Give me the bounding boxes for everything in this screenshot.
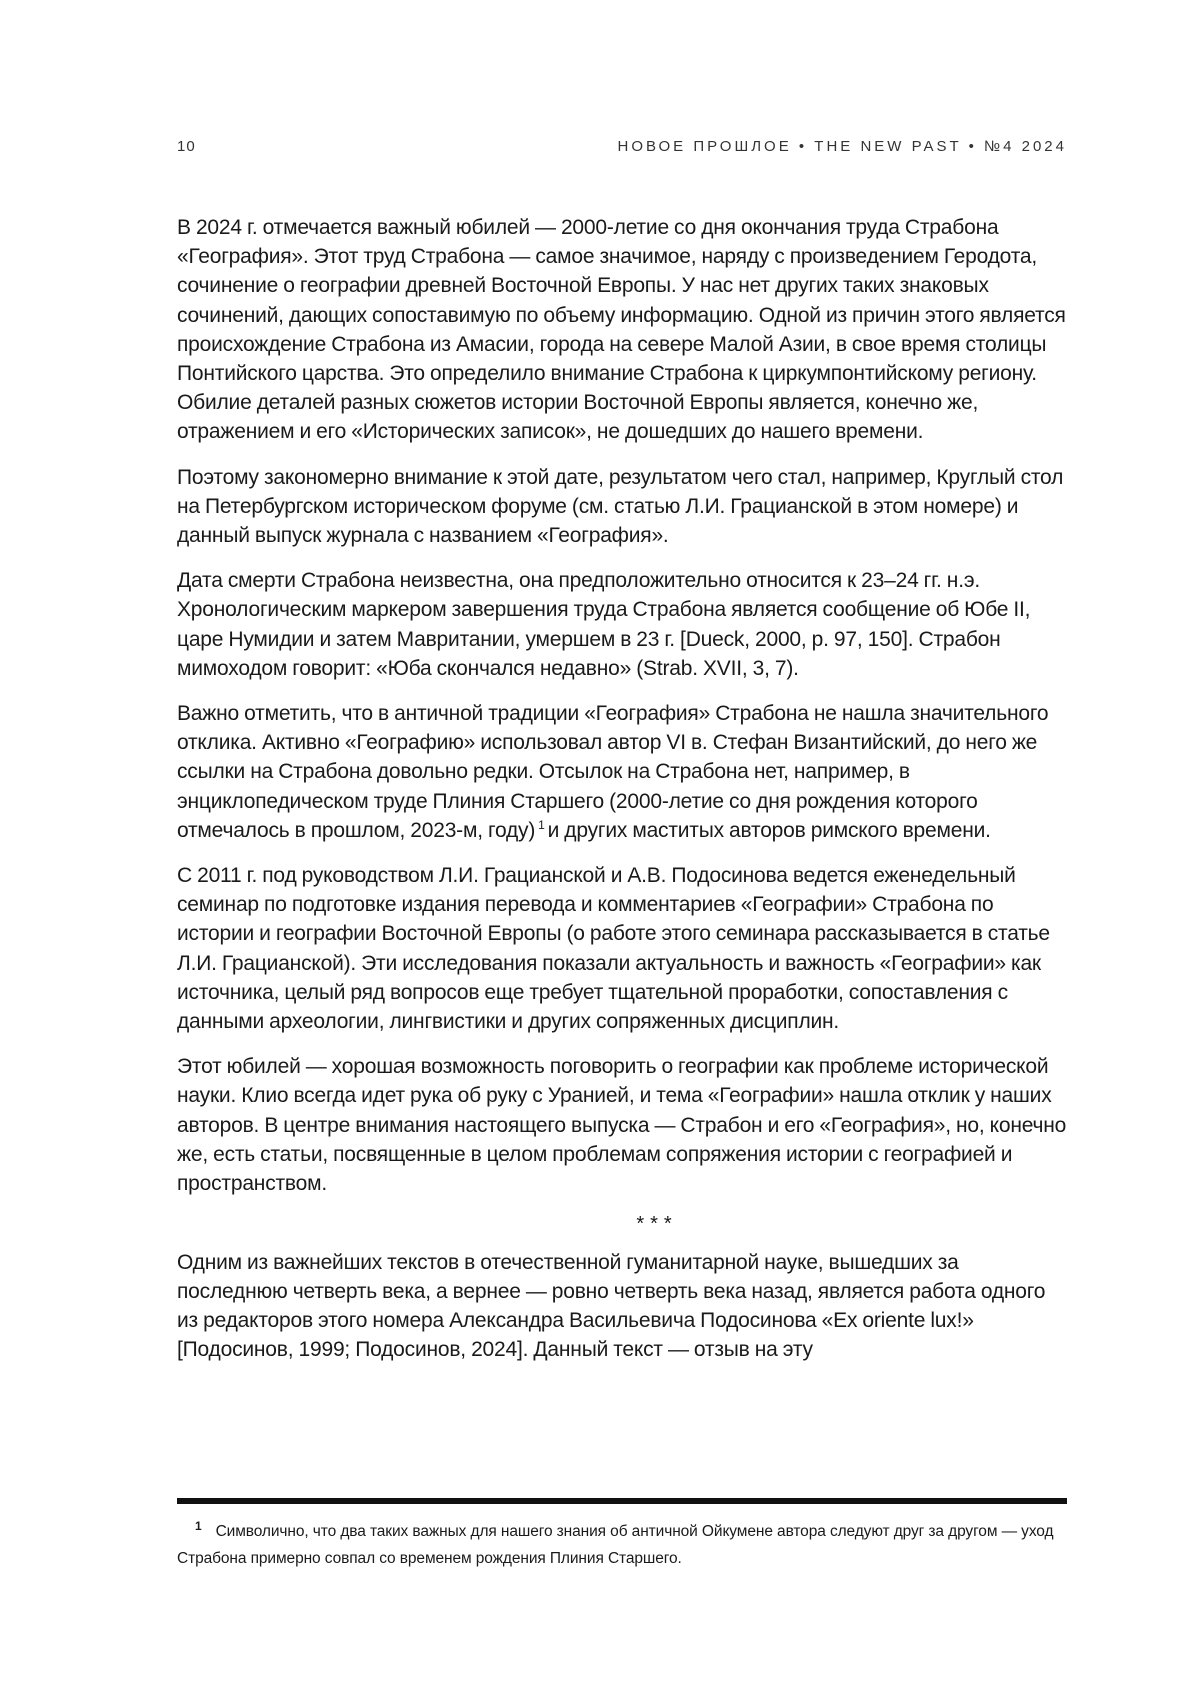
footnote-reference[interactable]: 1 xyxy=(538,817,545,832)
paragraph-7: Одним из важнейших текстов в отечественной гуманитарной науке, вышедших за последнюю четверть века, а вернее — ровно четверть века назад, является работа одного из редакторов этого номера Александра Васильевича Подосинова «Ex oriente lux!» [Подосинов, 1999; Подосинов, 2024]. Данный текст — отзыв на эту xyxy=(177,1250,1046,1362)
running-head: НОВОЕ ПРОШЛОЕ • THE NEW PAST • №4 2024 xyxy=(617,138,1067,155)
footnote-mark: 1 xyxy=(195,1518,202,1533)
paragraph-4-text-end: и других маститых авторов римского времени. xyxy=(547,818,991,842)
paragraph-1: В 2024 г. отмечается важный юбилей — 2000-летие со дня окончания труда Страбона «География». Этот труд Страбона — самое значимое, наряду с произведением Геродота, сочинение о географии древней Восточной Европы. У нас нет других таких знаковых сочинений, дающих сопоставимую по объему информацию. Одной из причин этого является происхождение Страбона из Амасии, города на севере Малой Азии, в свое время столицы Понтийского царства. Это определило внимание Страбона к циркумпонтийскому региону. Обилие деталей разных сюжетов истории Восточной Европы является, конечно же, отражением и его «Исторических записок», не дошедших до нашего времени. xyxy=(177,216,1066,444)
paragraph-4 xyxy=(177,699,1067,845)
section-divider-asterism: *** xyxy=(636,1213,678,1236)
footnote-divider xyxy=(177,1498,1067,1504)
paragraph-3: Дата смерти Страбона неизвестна, она предположительно относится к 23–24 гг. н.э. Хронологическим маркером завершения труда Страбона является сообщение об Юбе II, царе Нумидии и затем Мавритании, умершем в 23 г. [Dueck, 2000, p. 97, 150]. Страбон мимоходом говорит: «Юба скончался недавно» (Strab. XVII, 3, 7). xyxy=(177,569,1031,680)
paragraph-2: Поэтому закономерно внимание к этой дате, результатом чего стал, например, Круглый стол на Петербургском историческом форуме (см. статью Л.И. Грацианской в этом номере) и данный выпуск журнала с названием «География». xyxy=(177,465,1064,548)
body-text xyxy=(177,213,1067,1364)
footnote xyxy=(177,1518,1067,1572)
footnote-text: Символично, что два таких важных для нашего знания об античной Ойкумене автора следуют друг за другом — уход Страбона примерно совпал со временем рождения Плиния Старшего. xyxy=(177,1523,1054,1567)
paragraph-5: С 2011 г. под руководством Л.И. Грацианской и А.В. Подосинова ведется еженедельный семинар по подготовке издания перевода и комментариев «Географии» Страбона по истории и географии Восточной Европы (о работе этого семинара рассказывается в статье Л.И. Грацианской). Эти исследования показали актуальность и важность «Географии» как источника, целый ряд вопросов еще требует тщательной проработки, сопоставления с данными археологии, лингвистики и других сопряженных дисциплин. xyxy=(177,864,1050,1034)
paragraph-6: Этот юбилей — хорошая возможность поговорить о географии как проблеме исторической науки. Клио всегда идет рука об руку с Уранией, и тема «Географии» нашла отклик у наших авторов. В центре внимания настоящего выпуска — Страбон и его «География», но, конечно же, есть статьи, посвященные в целом проблемам сопряжения истории с географией и пространством. xyxy=(177,1055,1067,1196)
page-number: 10 xyxy=(177,138,196,155)
page-header xyxy=(177,138,1067,162)
paragraph-4-text: Важно отметить, что в античной традиции «География» Страбона не нашла значительного отклика. Активно «Географию» использовал автор VI в. Стефан Византийский, до него же ссылки на Страбона довольно редки. Отсылок на Страбона нет, например, в энциклопедическом труде Плиния Старшего (2000-летие со дня рождения которого отмечалось в прошлом, 2023-м, году) xyxy=(177,702,1049,842)
